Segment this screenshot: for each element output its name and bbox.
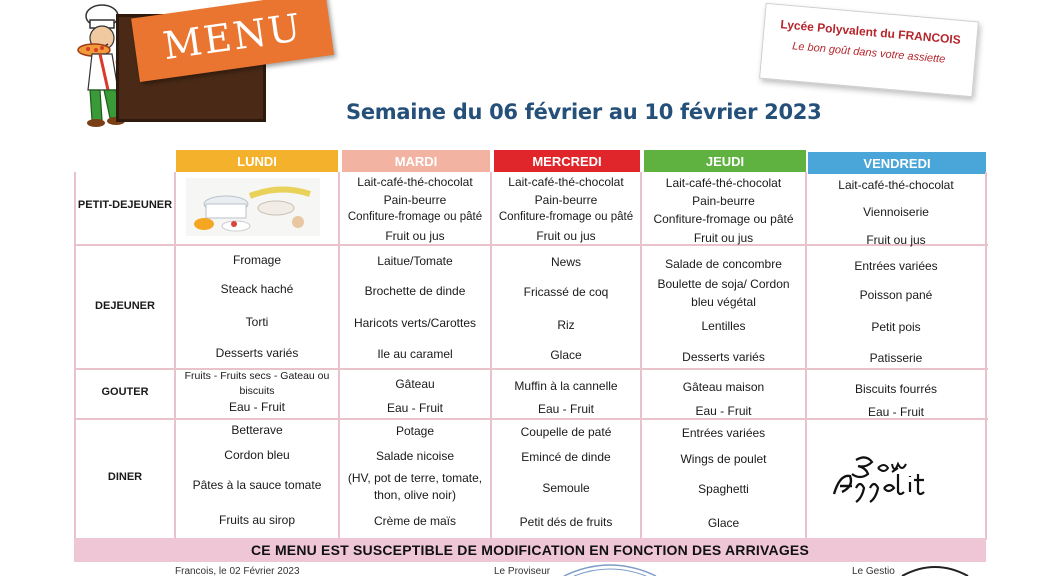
- menu-item: thon, olive noir): [373, 488, 457, 502]
- menu-item: Desserts variés: [215, 346, 299, 360]
- cell-dejeuner-jeudi: [642, 246, 805, 368]
- menu-item: Patisserie: [869, 351, 923, 365]
- menu-item: Lait-café-thé-chocolat: [665, 176, 782, 190]
- menu-item: Emincé de dinde: [521, 450, 611, 464]
- menu-item: Fruits au sirop: [218, 513, 296, 527]
- header-mardi: MARDI: [342, 150, 490, 172]
- stamp-seal: [900, 564, 970, 576]
- cell-gouter-vendredi: [807, 370, 985, 418]
- row-label-dejeuner: DEJEUNER: [95, 300, 155, 312]
- menu-item: Poisson pané: [859, 288, 933, 302]
- menu-item: Petit pois: [871, 320, 921, 334]
- menu-item: Ile au caramel: [377, 347, 453, 361]
- footer-notice: CE MENU EST SUSCEPTIBLE DE MODIFICATION EN FONCTION DES ARRIVAGES: [74, 538, 986, 562]
- menu-item: Betterave: [231, 423, 283, 437]
- menu-item: Eau - Fruit: [228, 400, 285, 414]
- cell-dejeuner-vendredi: [807, 246, 985, 368]
- header-vendredi: VENDREDI: [808, 152, 986, 174]
- menu-item: Lentilles: [701, 319, 746, 333]
- grid-line: [985, 172, 987, 540]
- signature-gestionnaire: Le Gestio: [852, 566, 895, 576]
- menu-item: Crème de maïs: [373, 514, 457, 528]
- cell-diner-mardi: [340, 420, 490, 536]
- header-mercredi: MERCREDI: [494, 150, 640, 172]
- school-name: Lycée Polyvalent du FRANCOIS: [779, 17, 962, 47]
- menu-item: Fruit ou jus: [693, 231, 754, 245]
- signature-proviseur: Le Proviseur: [494, 566, 551, 576]
- header-lundi: LUNDI: [176, 150, 338, 172]
- menu-item: Fruits - Fruits secs - Gateau ou: [184, 370, 330, 382]
- menu-item: Potage: [395, 424, 435, 438]
- week-title: Semaine du 06 février au 10 février 2023: [346, 100, 822, 124]
- cell-diner-mercredi: [492, 420, 640, 536]
- cell-dejeuner-mercredi: [492, 246, 640, 368]
- header-jeudi: JEUDI: [644, 150, 806, 172]
- menu-item: Glace: [707, 516, 740, 530]
- menu-item: Salade de concombre: [665, 257, 782, 271]
- menu-item: Fruit ou jus: [385, 229, 445, 243]
- menu-item: Fruit ou jus: [866, 233, 926, 247]
- menu-item: Confiture-fromage ou pâté: [498, 211, 634, 223]
- menu-item: Biscuits fourrés: [854, 382, 938, 396]
- menu-item: Muffin à la cannelle: [514, 379, 618, 393]
- menu-item: Pain-beurre: [692, 194, 755, 208]
- cell-gouter-mardi: [340, 370, 490, 418]
- menu-item: Glace: [550, 348, 582, 362]
- menu-item: biscuits: [239, 385, 275, 397]
- school-slogan: Le bon goût dans votre assiette: [791, 40, 946, 66]
- cell-diner-lundi: [176, 420, 338, 536]
- menu-item: Pain-beurre: [534, 193, 598, 207]
- menu-item: Entrées variées: [854, 259, 938, 273]
- menu-item: Desserts variés: [682, 350, 765, 364]
- breakfast-photo: [186, 178, 320, 236]
- menu-item: Confiture-fromage ou pâté: [347, 211, 483, 223]
- menu-item: Pâtes à la sauce tomate: [192, 478, 322, 492]
- cell-petit-dejeuner-jeudi: [642, 174, 805, 244]
- menu-item: Fricassé de coq: [523, 285, 609, 299]
- menu-item: Confiture-fromage ou pâté: [653, 212, 794, 226]
- menu-item: Wings de poulet: [680, 452, 767, 466]
- menu-item: Steack haché: [220, 282, 294, 296]
- signature-place-date: Francois, le 02 Février 2023: [175, 566, 300, 576]
- menu-item: Lait-café-thé-chocolat: [838, 178, 954, 192]
- row-label-petit-dejeuner: PETIT-DEJEUNER: [77, 199, 173, 211]
- menu-item: Haricots verts/Carottes: [353, 316, 477, 330]
- school-card: [759, 3, 979, 97]
- row-label-diner: DINER: [107, 471, 143, 483]
- menu-item: Boulette de soja/ Cordon: [657, 277, 790, 291]
- cell-gouter-jeudi: [642, 370, 805, 418]
- menu-item: Gâteau: [395, 377, 435, 391]
- stamp-seal: [560, 560, 660, 576]
- cell-dejeuner-lundi: [176, 246, 338, 368]
- cell-diner-jeudi: [642, 420, 805, 536]
- menu-item: Brochette de dinde: [364, 284, 466, 298]
- menu-item: Eau - Fruit: [695, 404, 752, 418]
- menu-item: Pain-beurre: [383, 193, 447, 207]
- menu-item: Gâteau maison: [682, 380, 765, 394]
- menu-item: Eau - Fruit: [867, 405, 924, 419]
- cell-dejeuner-mardi: [340, 246, 490, 368]
- menu-item: Spaghetti: [698, 482, 749, 496]
- menu-item: Fruit ou jus: [536, 229, 596, 243]
- menu-banner-text: MENU: [160, 5, 305, 69]
- cell-gouter-lundi: [176, 370, 338, 418]
- cell-petit-dejeuner-mardi: [340, 174, 490, 244]
- menu-item: Petit dés de fruits: [519, 515, 613, 529]
- menu-item: Cordon bleu: [224, 448, 290, 462]
- menu-item: Salade nicoise: [375, 449, 455, 463]
- menu-item: Eau - Fruit: [386, 401, 443, 415]
- menu-item: Torti: [245, 315, 269, 329]
- menu-item: Coupelle de paté: [520, 425, 612, 439]
- menu-item: Viennoiserie: [863, 205, 929, 219]
- menu-item: Laitue/Tomate: [377, 254, 453, 268]
- menu-item: Lait-café-thé-chocolat: [357, 175, 473, 189]
- menu-item: Riz: [557, 318, 575, 332]
- menu-item: bleu végétal: [691, 295, 756, 309]
- menu-item: Eau - Fruit: [537, 402, 594, 416]
- bon-appetit-logo: [826, 452, 952, 506]
- menu-item: News: [550, 255, 581, 269]
- menu-item: (HV, pot de terre, tomate,: [347, 471, 483, 485]
- menu-item: Entrées variées: [681, 426, 766, 440]
- cell-gouter-mercredi: [492, 370, 640, 418]
- grid-line: [74, 172, 76, 540]
- row-label-gouter: GOUTER: [101, 386, 149, 398]
- menu-item: Fromage: [232, 253, 282, 267]
- menu-item: Lait-café-thé-chocolat: [508, 175, 624, 189]
- cell-petit-dejeuner-mercredi: [492, 174, 640, 244]
- cell-petit-dejeuner-vendredi: [807, 174, 985, 247]
- menu-item: Semoule: [542, 481, 590, 495]
